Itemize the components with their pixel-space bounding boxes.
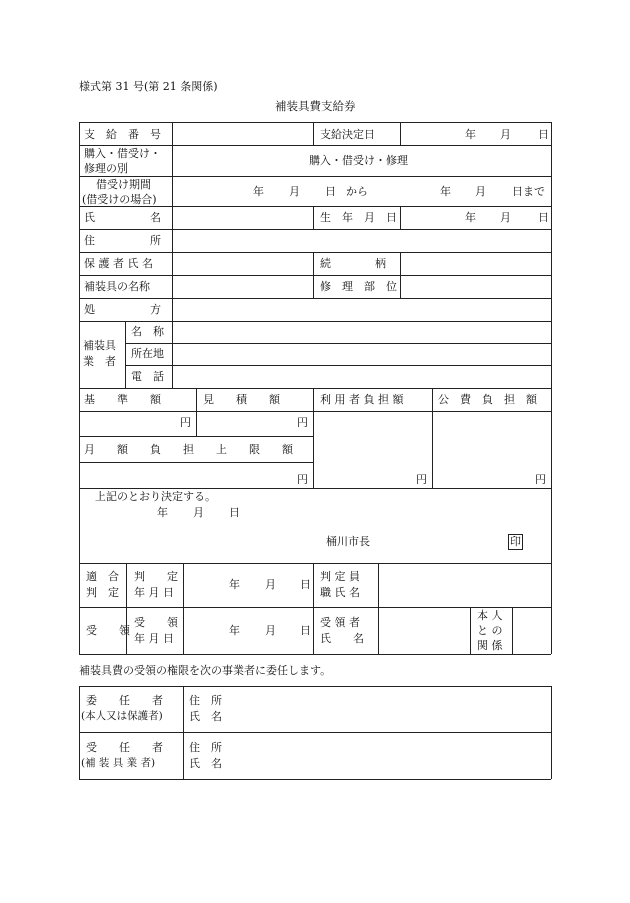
- delegatee-label-2: (補 装 具 業 者): [81, 757, 156, 769]
- receipt-month: 月: [265, 624, 276, 637]
- relation-label: 続 柄: [320, 257, 386, 270]
- judge-staff-label: 判 定 員: [320, 570, 360, 583]
- rental-period-label: 借受け期間: [96, 178, 151, 191]
- judge-month: 月: [265, 578, 276, 591]
- yen-unit: 円: [297, 416, 308, 429]
- receiver-label: 受 領 者: [320, 616, 360, 629]
- birth-day: 日: [538, 211, 549, 224]
- table-line: [313, 252, 314, 298]
- mayor-label: 桶川市長: [326, 535, 370, 548]
- day-label: 日: [538, 128, 549, 141]
- table-line: [512, 607, 513, 654]
- table-line: [79, 388, 551, 389]
- kind-label-2: 修理の別: [84, 162, 128, 175]
- name-label: 氏 名: [84, 211, 161, 224]
- table-line: [313, 563, 314, 654]
- period-from: から: [346, 185, 368, 198]
- table-line: [79, 252, 551, 253]
- relationship-label-2: と の: [477, 624, 503, 637]
- table-line: [125, 321, 126, 388]
- table-line: [432, 388, 433, 488]
- judge-date-label-2: 年 月 日: [134, 586, 174, 599]
- table-line: [79, 686, 551, 687]
- table-line: [378, 563, 379, 654]
- prescription-label: 処 方: [84, 303, 161, 316]
- receipt-label: 受 領: [86, 624, 130, 637]
- fit-judge-label: 適 合: [86, 570, 119, 583]
- table-line: [196, 388, 197, 436]
- decision-month: 月: [193, 506, 204, 519]
- relationship-label: 本 人: [477, 609, 503, 622]
- table-line: [79, 654, 551, 655]
- table-line: [400, 122, 401, 145]
- judge-staff-label-2: 職 氏 名: [320, 586, 360, 599]
- table-line: [79, 488, 551, 489]
- yen-unit: 円: [535, 473, 546, 486]
- kind-value: 購入・借受け・修理: [309, 154, 408, 167]
- decision-date-label: 支給決定日: [320, 128, 375, 141]
- receipt-date-label: 受 領: [134, 616, 178, 629]
- table-line: [79, 206, 551, 207]
- repair-part-label: 修 理 部 位: [320, 280, 397, 293]
- vendor-name-label: 名 称: [131, 325, 164, 338]
- table-line: [313, 122, 314, 145]
- table-line: [125, 343, 551, 344]
- table-line: [313, 206, 314, 229]
- device-name-label: 補装具の名称: [84, 280, 150, 293]
- kind-label: 購入・借受け・: [84, 147, 161, 160]
- delegatee-label: 受 任 者: [86, 741, 163, 754]
- yen-unit: 円: [416, 473, 427, 486]
- table-line: [79, 122, 80, 654]
- table-line: [313, 388, 314, 488]
- delegator-address-label: 住 所: [189, 694, 222, 707]
- table-line: [79, 298, 551, 299]
- table-line: [172, 321, 173, 388]
- birth-date-label: 生 年 月 日: [320, 211, 397, 224]
- table-line: [125, 365, 551, 366]
- receipt-year: 年: [229, 624, 240, 637]
- table-line: [79, 411, 551, 412]
- vendor-location-label: 所在地: [131, 347, 164, 360]
- birth-month: 月: [500, 211, 511, 224]
- page-title: 補装具費支給券: [275, 99, 356, 113]
- delegatee-name-label: 氏 名: [189, 757, 222, 770]
- table-line: [400, 252, 401, 298]
- table-line: [79, 732, 551, 733]
- delegatee-address-label: 住 所: [189, 741, 222, 754]
- base-amount-label: 基 準 額: [84, 393, 161, 406]
- relationship-label-3: 関 係: [477, 639, 503, 652]
- seal-mark: 印: [510, 535, 521, 548]
- table-line: [79, 563, 551, 564]
- rental-period-label-2: (借受けの場合): [82, 193, 157, 206]
- vendor-label-2: 業 者: [83, 355, 116, 368]
- period-start-month: 月: [289, 185, 300, 198]
- table-line: [126, 563, 127, 654]
- vendor-phone-label: 電 話: [131, 370, 164, 383]
- period-start-year: 年: [253, 185, 264, 198]
- address-label: 住 所: [84, 234, 161, 247]
- yen-unit: 円: [180, 416, 191, 429]
- decision-statement: 上記のとおり決定する。: [95, 490, 216, 503]
- table-line: [79, 145, 551, 146]
- table-line: [79, 779, 551, 780]
- delegator-label-2: (本人又は保護者): [81, 710, 163, 722]
- guardian-name-label: 保 護 者 氏 名: [84, 257, 153, 270]
- period-until: 日まで: [512, 185, 545, 198]
- fit-judge-label-2: 判 定: [86, 586, 119, 599]
- table-line: [79, 462, 313, 463]
- public-burden-label: 公 費 負 担 額: [438, 393, 537, 406]
- period-end-month: 月: [475, 185, 486, 198]
- yen-unit: 円: [297, 473, 308, 486]
- table-line: [551, 122, 552, 654]
- table-line: [79, 436, 313, 437]
- receipt-day: 日: [300, 624, 311, 637]
- judge-year: 年: [229, 578, 240, 591]
- user-burden-label: 利 用 者 負 担 額: [320, 393, 404, 406]
- table-line: [79, 686, 80, 779]
- table-line: [172, 122, 173, 321]
- form-number: 様式第 31 号(第 21 条関係): [79, 80, 218, 93]
- month-label: 月: [500, 128, 511, 141]
- table-line: [470, 607, 471, 654]
- judge-date-label: 判 定: [134, 570, 178, 583]
- decision-day: 日: [229, 506, 240, 519]
- payment-number-label: 支 給 番 号: [84, 128, 161, 141]
- table-line: [400, 206, 401, 229]
- decision-year: 年: [157, 506, 168, 519]
- table-line: [183, 686, 184, 779]
- table-line: [79, 122, 551, 123]
- receipt-date-label-2: 年 月 日: [134, 632, 174, 645]
- table-line: [183, 563, 184, 654]
- delegation-statement: 補装具費の受領の権限を次の事業者に委任します。: [79, 664, 332, 677]
- period-end-year: 年: [440, 185, 451, 198]
- table-line: [79, 275, 551, 276]
- monthly-cap-label: 月 額 負 担 上 限 額: [84, 443, 293, 456]
- delegator-label: 委 任 者: [86, 694, 163, 707]
- estimate-label: 見 積 額: [203, 393, 280, 406]
- table-line: [79, 229, 551, 230]
- table-line: [551, 686, 552, 779]
- table-line: [79, 321, 551, 322]
- period-start-day: 日: [325, 185, 336, 198]
- table-line: [79, 176, 551, 177]
- receiver-label-2: 氏 名: [320, 632, 364, 645]
- vendor-label: 補装具: [83, 339, 116, 352]
- year-label: 年: [465, 128, 476, 141]
- delegator-name-label: 氏 名: [189, 710, 222, 723]
- birth-year: 年: [465, 211, 476, 224]
- table-line: [79, 607, 551, 608]
- judge-day: 日: [300, 578, 311, 591]
